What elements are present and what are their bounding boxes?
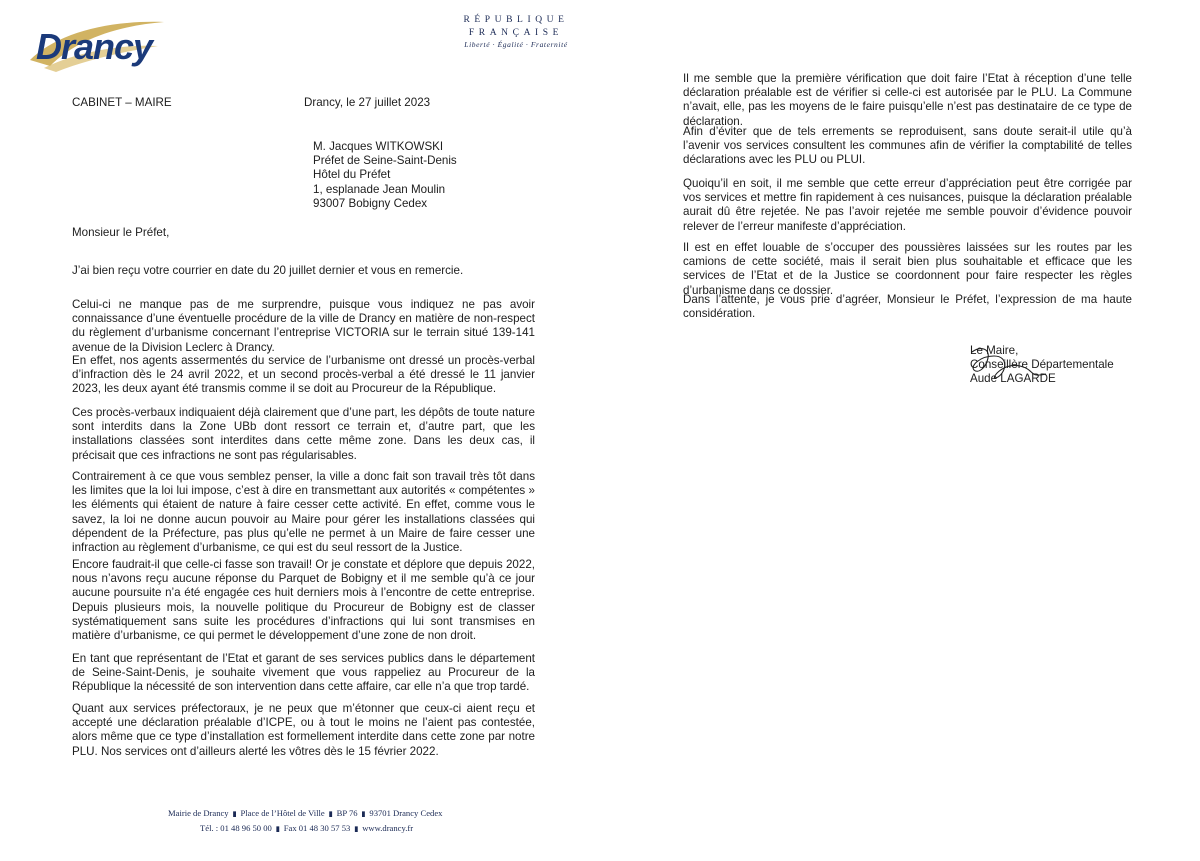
paragraph: Il me semble que la première vérification que doit faire l’Etat à réception d’une telle déclaration préalable est de vérifier si celle-ci est autorisée par le PLU. La Commune n’avait, elle, pas les moyens de le faire puisqu’elle n’est pas destinataire de ce type de déclaration. xyxy=(683,72,1132,128)
footer-tel: Tél. : 01 48 96 50 00 xyxy=(200,823,272,833)
footer-fax: Fax 01 48 30 57 53 xyxy=(283,823,351,833)
republic-header xyxy=(448,14,584,49)
footer-address: Place de l’Hôtel de Ville xyxy=(240,808,325,818)
drancy-logo xyxy=(26,14,166,70)
footer-line-1: Mairie de Drancy ▮ Place de l’Hôtel de Ville ▮ BP 76 ▮ 93701 Drancy Cedex xyxy=(168,808,443,818)
footer-line-2: Tél. : 01 48 96 50 00 ▮ Fax 01 48 30 57 53 ▮ www.drancy.fr xyxy=(200,823,414,833)
recipient-line: 93007 Bobigny Cedex xyxy=(313,196,428,210)
letter-footer xyxy=(168,806,468,836)
footer-org: Mairie de Drancy xyxy=(168,808,229,818)
paragraph: En tant que représentant de l’Etat et garant de ses services publics dans le département de Seine-Saint-Denis, je souhaite vivement que vous rappeliez au Procureur de la République la nécessité de son intervention dans cette affaire, car elle n’a que trop tardé. xyxy=(72,652,535,694)
recipient-line: M. Jacques WITKOWSKI xyxy=(313,140,444,153)
logo-text: Drancy xyxy=(36,26,153,67)
paragraph: Contrairement à ce que vous semblez penser, la ville a donc fait son travail très tôt dans les limites que la loi lui impose, c’est à dire en transmettant aux autorités « compétentes » les éléments qui étaient de nature à faire cesser cette activité. En effet, comme vous le savez, la loi ne donne aucun pouvoir au Maire pour gérer les installations classées qui dépendent de la Préfecture, pas plus qu’elle ne permet à un Maire de faire cesser une infraction au règlement d’urbanisme, ce qui est du seul ressort de la Justice. xyxy=(72,470,535,555)
letter-page-2 xyxy=(600,0,1200,861)
signature-block xyxy=(970,344,1114,387)
signature-role: Conseillère Départementale xyxy=(970,358,1114,372)
republic-motto: Liberté · Égalité · Fraternité xyxy=(464,40,568,49)
paragraph: Quant aux services préfectoraux, je ne peux que m’étonner que ceux-ci aient reçu et accepté une déclaration préalable d’ICPE, ou à tout le moins ne l’aient pas contestée, alors même que ce type d’installation est formellement interdite dans cette zone par notre PLU. Nos services ont d’ailleurs alerté les vôtres dès le 15 février 2022. xyxy=(72,702,535,758)
paragraph: Encore faudrait-il que celle-ci fasse son travail! Or je constate et déplore que depuis 2022, nous n’avons reçu aucune réponse du Parquet de Bobigny et il me semble qu’à ce jour aucune poursuite n’a été engagée ces huit derniers mois à l’encontre de cette entreprise. Depuis plusieurs mois, la nouvelle politique du Procureur de Bobigny est de classer systématiquement sans suite les procédures d’infractions qui lui sont transmises en matière d’urbanisme, ce qui permet le développement d’une zone de non droit. xyxy=(72,558,535,643)
signature-name: Aude LAGARDE xyxy=(970,372,1056,386)
republic-line-1: RÉPUBLIQUE xyxy=(463,15,569,25)
paragraph: Dans l’attente, je vous prie d’agréer, Monsieur le Préfet, l’expression de ma haute considération. xyxy=(683,293,1132,321)
recipient-address xyxy=(313,140,457,211)
paragraph: Il est en effet louable de s’occuper des poussières laissées sur les routes par les camions de cette société, mais il serait bien plus souhaitable et efficace que les services de l’Etat et de la Justice se coordonnent pour faire respecter les règles d’urbanisme dans ce dossier. xyxy=(683,241,1132,297)
paragraph: J’ai bien reçu votre courrier en date du 20 juillet dernier et vous en remercie. xyxy=(72,264,464,277)
paragraph: Ces procès-verbaux indiquaient déjà clairement que d’une part, les dépôts de toute nature sont interdits dans la Zone UBb dont ressort ce terrain et, d’autre part, que les installations classées sont interdites dans cette même zone. Dans les deux cas, il précisait que ces infractions ne sont pas régularisables. xyxy=(72,406,535,462)
footer-bp: BP 76 xyxy=(336,808,358,818)
republic-line-2: FRANÇAISE xyxy=(468,28,564,38)
office-label: CABINET – MAIRE xyxy=(72,96,172,109)
paragraph: Celui-ci ne manque pas de me surprendre, puisque vous indiquez ne pas avoir connaissance d’une éventuelle procédure de la ville de Drancy en matière de non-respect du règlement d’urbanisme concernant l’entreprise VICTORIA sur le terrain situé 139-141 avenue de la Division Leclerc à Drancy. xyxy=(72,298,535,354)
recipient-line: Hôtel du Préfet xyxy=(313,168,391,182)
recipient-line: 1, esplanade Jean Moulin xyxy=(313,182,446,196)
paragraph: En effet, nos agents assermentés du service de l’urbanisme ont dressé un procès-verbal d’infraction dès le 24 avril 2022, et un second procès-verbal a été dressé le 11 janvier 2023, les deux ayant été transmis comme il se doit au Procureur de la République. xyxy=(72,354,535,396)
footer-city: 93701 Drancy Cedex xyxy=(369,808,443,818)
salutation: Monsieur le Préfet, xyxy=(72,226,170,239)
paragraph: Afin d’éviter que de tels errements se reproduisent, sans doute serait-il utile qu’à l’avenir vos services consultent les communes afin de vérifier la comptabilité de telles déclarations avec les PLU ou PLUI. xyxy=(683,125,1132,167)
letter-date: Drancy, le 27 juillet 2023 xyxy=(304,96,431,109)
recipient-line: Préfet de Seine-Saint-Denis xyxy=(313,154,457,168)
paragraph: Quoiqu’il en soit, il me semble que cette erreur d’appréciation peut être corrigée par vos services et mettre fin rapidement à ces nuisances, puisque la déclaration préalable aurait dû être rejetée. Ne pas l’avoir rejetée me semble pouvoir d’évidence pouvoir relever de l’erreur manifeste d’appréciation. xyxy=(683,177,1132,233)
footer-web: www.drancy.fr xyxy=(362,823,414,833)
signature-title: Le Maire, xyxy=(970,344,1019,357)
